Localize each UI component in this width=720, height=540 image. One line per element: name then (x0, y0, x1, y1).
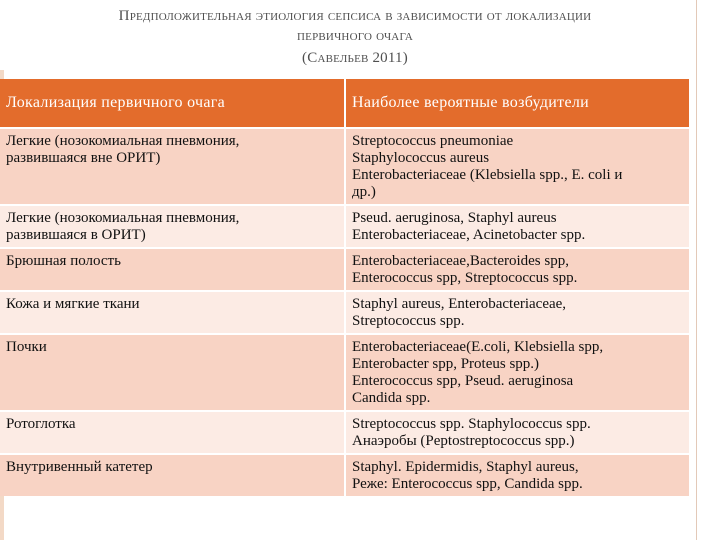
localization-cell (0, 248, 345, 291)
table-row (0, 128, 690, 205)
pathogens-cell (345, 291, 690, 334)
localization-line: Брюшная полость (6, 253, 121, 269)
slide-title (20, 6, 690, 68)
title-line-3: (Савельев 2011) (302, 50, 408, 66)
table-row (0, 334, 690, 411)
pathogen-line: Staphyl aureus, Enterobacteriaceae, (352, 296, 567, 312)
localization-line: Ротоглотка (6, 416, 76, 432)
localization-line: Легкие (нозокомиальная пневмония, (6, 133, 240, 149)
etiology-table (0, 79, 691, 496)
pathogens-cell (345, 411, 690, 454)
localization-line: Кожа и мягкие ткани (6, 296, 140, 312)
pathogen-line: Streptococcus pneumoniae (352, 133, 514, 149)
pathogen-line: др.) (352, 184, 376, 200)
pathogen-line: Staphylococcus aureus (352, 150, 490, 166)
localization-line: Почки (6, 339, 47, 355)
localization-line: развившаяся в ОРИТ) (6, 227, 146, 243)
pathogens-cell (345, 205, 690, 248)
pathogen-line: Enterobacter spp, Proteus spp.) (352, 356, 540, 372)
pathogen-line: Enterococcus spp, Pseud. aeruginosa (352, 373, 574, 389)
header-pathogens: Наиболее вероятные возбудители (345, 79, 690, 128)
localization-line: развившаяся вне ОРИТ) (6, 150, 161, 166)
pathogen-line: Enterobacteriaceae,Bacteroides spp, (352, 253, 569, 269)
pathogens-cell (345, 248, 690, 291)
header-localization: Локализация первичного очага (0, 79, 345, 128)
localization-cell (0, 411, 345, 454)
localization-cell (0, 291, 345, 334)
table-row (0, 291, 690, 334)
table-row (0, 454, 690, 496)
localization-cell (0, 334, 345, 411)
localization-cell (0, 454, 345, 496)
localization-cell (0, 128, 345, 205)
pathogen-line: Streptococcus spp. Staphylococcus spp. (352, 416, 591, 432)
pathogen-line: Enterobacteriaceae, Acinetobacter spp. (352, 227, 586, 243)
table-row (0, 411, 690, 454)
pathogen-line: Enterobacteriaceae (Klebsiella spp., E. coli и (352, 167, 623, 183)
localization-line: Внутривенный катетер (6, 459, 153, 475)
pathogen-line: Анаэробы (Peptostreptococcus spp.) (352, 433, 575, 449)
localization-cell (0, 205, 345, 248)
table-row (0, 248, 690, 291)
pathogen-line: Staphyl. Epidermidis, Staphyl aureus, (352, 459, 579, 475)
pathogen-line: Enterococcus spp, Streptococcus spp. (352, 270, 578, 286)
pathogen-line: Pseud. aeruginosa, Staphyl aureus (352, 210, 557, 226)
table-header-row (0, 79, 690, 128)
pathogen-line: Реже: Enterococcus spp, Candida spp. (352, 476, 583, 492)
pathogens-cell (345, 128, 690, 205)
title-line-1: Предположительная этиология сепсиса в зависимости от локализации (118, 8, 592, 24)
localization-line: Легкие (нозокомиальная пневмония, (6, 210, 240, 226)
pathogen-line: Candida spp. (352, 390, 431, 406)
pathogens-cell (345, 454, 690, 496)
pathogens-cell (345, 334, 690, 411)
pathogen-line: Streptococcus spp. (352, 313, 465, 329)
title-line-2: первичного очага (297, 28, 413, 44)
table-row (0, 205, 690, 248)
pathogen-line: Enterobacteriaceae(E.coli, Klebsiella spp, (352, 339, 604, 355)
